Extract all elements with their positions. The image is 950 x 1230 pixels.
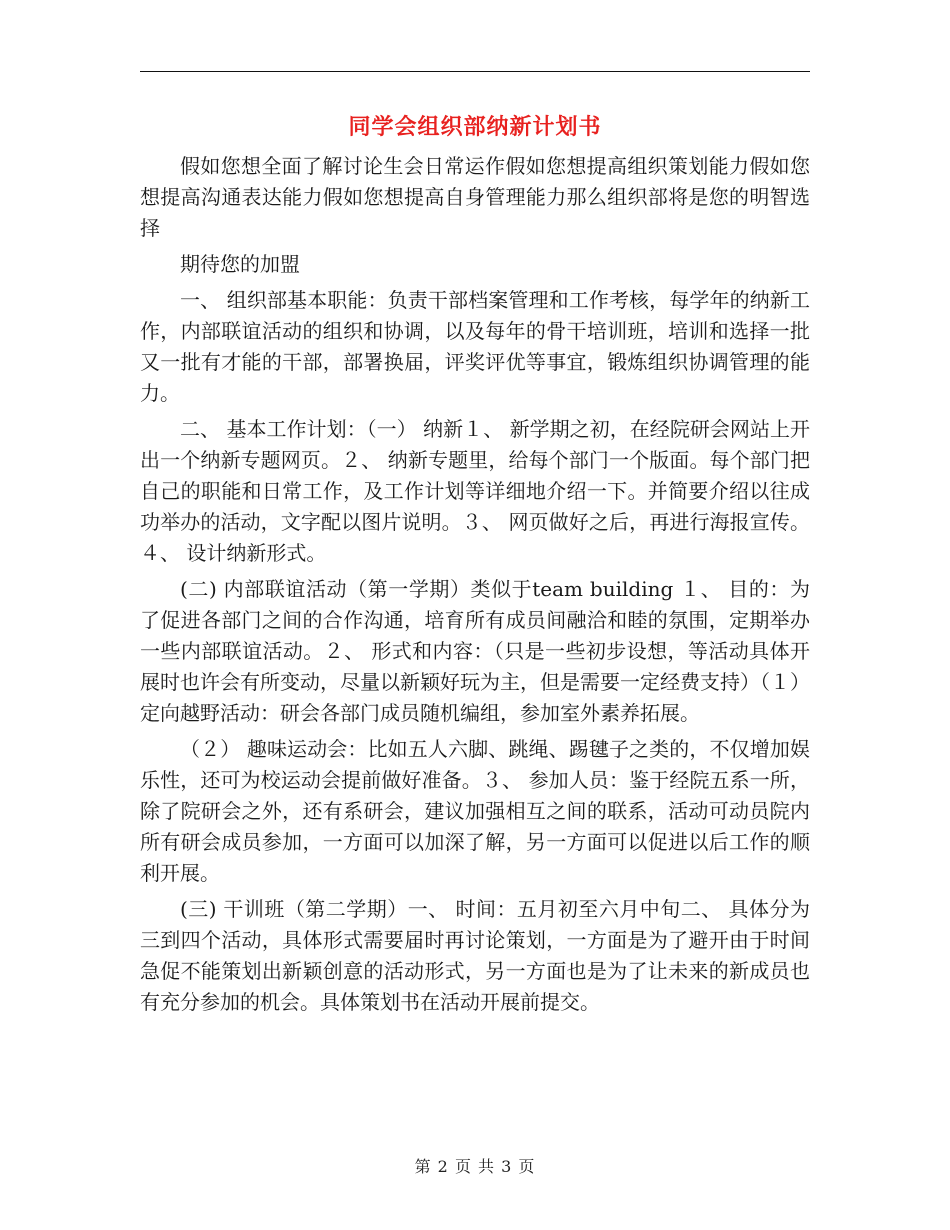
document-title: 同学会组织部纳新计划书 [348,114,602,140]
paragraph-section-1: 一、 组织部基本职能：负责干部档案管理和工作考核，每学年的纳新工作，内部联谊活动的组织和协调，以及每年的骨干培训班，培训和选择一批又一批有才能的干部，部署换届，评奖评优等事宜，锻炼组织协调管理的能力。 [140,288,810,405]
paragraph-intro: 假如您想全面了解讨论生会日常运作假如您想提高组织策划能力假如您想提高沟通表达能力假如您想提高自身管理能力那么组织部将是您的明智选择 [140,154,810,240]
paragraph-section-2-3: (三) 干训班（第二学期）一、 时间：五月初至六月中旬二、 具体分为三到四个活动，具体形式需要届时再讨论策划，一方面是为了避开由于时间急促不能策划出新颖创意的活动形式，另一方面也是为了让未来的新成员也有充分参加的机会。具体策划书在活动开展前提交。 [140,897,810,1014]
header-rule [140,71,810,72]
paragraph-section-2: 二、 基本工作计划：（一） 纳新１、 新学期之初，在经院研会网站上开出一个纳新专题网页。２、 纳新专题里，给每个部门一个版面。每个部门把自己的职能和日常工作，及工作计划等详细地介绍一下。并简要介绍以往成功举办的活动，文字配以图片说明。３、 网页做好之后，再进行海报宣传。４、 设计纳新形式。 [140,417,810,565]
paragraph-section-2-2: (二) 内部联谊活动（第一学期）类似于team building １、 目的：为了促进各部门之间的合作沟通，培育所有成员间融洽和睦的氛围，定期举办一些内部联谊活动。２、 形式和内容：（只是一些初步设想，等活动具体开展时也许会有所变动，尽量以新颖好玩为主，但是需要一定经费支持）（１） 定向越野活动：研会各部门成员随机编组，参加室外素养拓展。 [140,577,810,725]
page-number: 第 2 页 共 3 页 [414,1157,536,1176]
document-body [140,151,810,1023]
paragraph-welcome: 期待您的加盟 [180,252,300,276]
paragraph-section-2-2-b: （２） 趣味运动会：比如五人六脚、跳绳、踢毽子之类的，不仅增加娱乐性，还可为校运动会提前做好准备。３、 参加人员：鉴于经院五系一所，除了院研会之外，还有系研会，建议加强相互之间的联系，活动可动员院内所有研会成员参加，一方面可以加深了解，另一方面可以促进以后工作的顺利开展。 [140,737,810,885]
